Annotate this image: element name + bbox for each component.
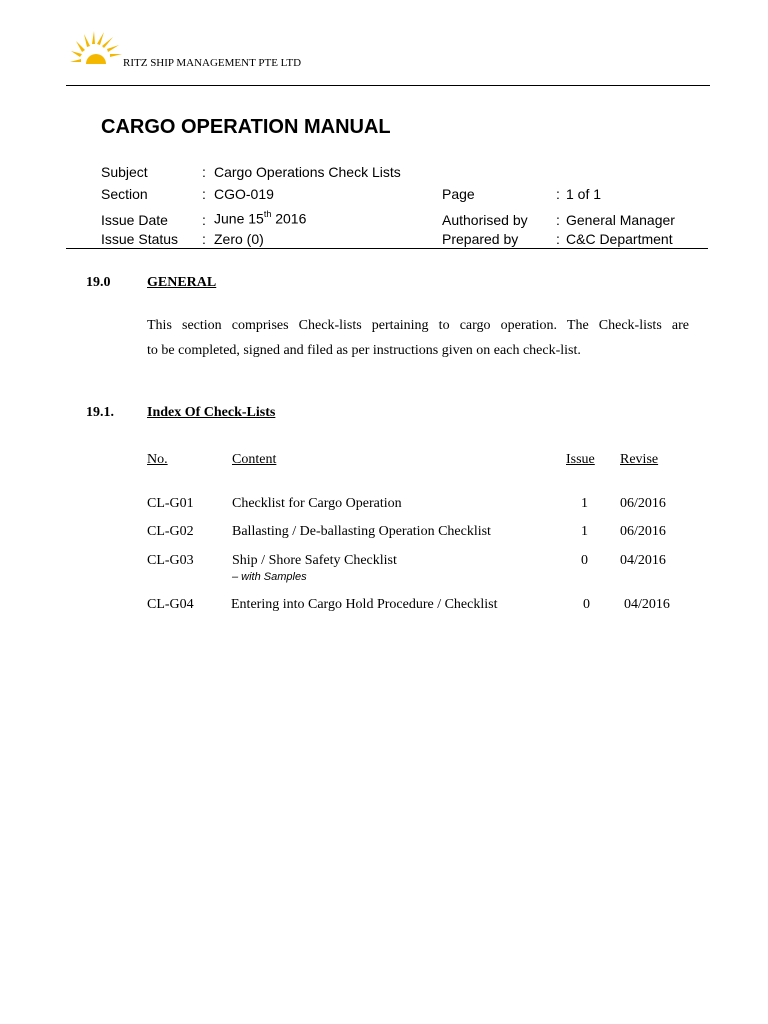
- authorised-label: Authorised by: [442, 212, 528, 228]
- subject-label: Subject: [101, 164, 148, 180]
- row-no: CL-G03: [147, 553, 194, 568]
- row-issue: 0: [583, 597, 590, 612]
- row-content: Ballasting / De-ballasting Operation Checklist: [232, 524, 491, 539]
- meta-rule: [66, 248, 708, 249]
- page-label: Page: [442, 186, 475, 202]
- general-heading-text: GENERAL: [147, 275, 217, 290]
- section-number-index: 19.1.: [86, 405, 114, 420]
- row-issue: 0: [581, 553, 588, 568]
- row-no: CL-G02: [147, 524, 194, 539]
- column-header-revise: [620, 452, 658, 468]
- prepared-label: Prepared by: [442, 231, 519, 247]
- column-header-issue: [566, 452, 595, 468]
- page-colon: :: [556, 186, 560, 202]
- row-issue: 1: [581, 524, 588, 539]
- subject-value: Cargo Operations Check Lists: [214, 164, 401, 180]
- row-note: – with Samples: [232, 571, 307, 583]
- authorised-colon: :: [556, 212, 560, 228]
- section-heading-general: [147, 275, 216, 291]
- row-issue: 1: [581, 496, 588, 511]
- row-revise: 06/2016: [620, 496, 666, 511]
- document-title: CARGO OPERATION MANUAL: [101, 116, 391, 138]
- row-no: CL-G01: [147, 496, 194, 511]
- index-heading-text: Index Of Check-Lists: [147, 405, 276, 420]
- header-rule: [66, 85, 710, 86]
- issue-date-label: Issue Date: [101, 212, 168, 228]
- issue-date-value: [214, 210, 306, 227]
- issue-date-year: 2016: [271, 210, 307, 227]
- row-content: Checklist for Cargo Operation: [232, 496, 402, 511]
- page-value: 1 of 1: [566, 186, 602, 202]
- prepared-colon: :: [556, 231, 560, 247]
- issue-status-colon: :: [202, 231, 206, 247]
- row-revise: 06/2016: [620, 524, 666, 539]
- column-header-content: [232, 452, 276, 468]
- issue-date-ordinal: th: [263, 209, 272, 219]
- section-value: CGO-019: [214, 186, 274, 202]
- sun-logo-icon: [64, 24, 126, 68]
- company-name: RITZ SHIP MANAGEMENT PTE LTD: [123, 57, 302, 69]
- authorised-value: General Manager: [566, 212, 675, 228]
- issue-status-value: Zero (0): [214, 231, 264, 247]
- issue-date-colon: :: [202, 212, 206, 228]
- row-no: CL-G04: [147, 597, 194, 612]
- column-header-content-text: Content: [232, 452, 277, 467]
- issue-date-main: June 15: [214, 210, 264, 227]
- section-heading-index: [147, 405, 275, 421]
- general-paragraph-line-1: This section comprises Check-lists pertaining to cargo operation. The Check-lists are: [147, 318, 689, 333]
- prepared-value: C&C Department: [566, 231, 673, 247]
- section-number-general: 19.0: [86, 275, 111, 290]
- general-paragraph-line-2: to be completed, signed and filed as per instructions given on each check-list.: [147, 343, 581, 358]
- row-revise: 04/2016: [624, 597, 670, 612]
- row-revise: 04/2016: [620, 553, 666, 568]
- column-header-issue-text: Issue: [566, 452, 595, 467]
- column-header-no: [147, 452, 168, 468]
- section-colon: :: [202, 186, 206, 202]
- section-label: Section: [101, 186, 148, 202]
- column-header-revise-text: Revise: [620, 452, 659, 467]
- column-header-no-text: No.: [147, 452, 168, 467]
- subject-colon: :: [202, 164, 206, 180]
- issue-status-label: Issue Status: [101, 231, 179, 247]
- row-content: Entering into Cargo Hold Procedure / Checklist: [231, 597, 498, 612]
- row-content: Ship / Shore Safety Checklist: [232, 553, 397, 568]
